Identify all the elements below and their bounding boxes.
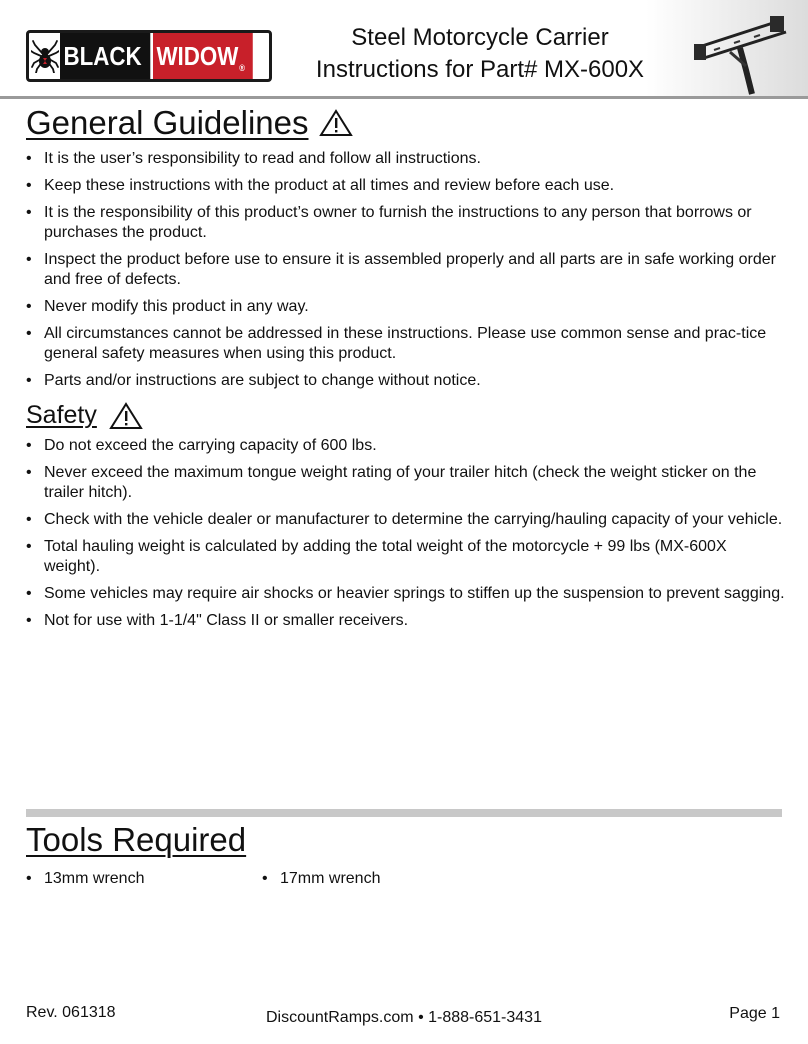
spider-icon: [29, 33, 60, 79]
motorcycle-carrier-image: [690, 10, 808, 96]
warning-icon: [319, 109, 353, 137]
logo-widow-word: WIDOW: [156, 40, 239, 71]
list-item: • It is the responsibility of this product’s owner to furnish the instructions to any person that borrows or purchases the product.: [26, 203, 786, 243]
list-item: • It is the user’s responsibility to read and follow all instructions.: [26, 149, 786, 169]
title-line-1: Steel Motorcycle Carrier: [351, 24, 609, 51]
warning-icon: [109, 402, 143, 430]
logo-widow-text: [153, 33, 253, 79]
list-item: • 17mm wrench: [262, 869, 380, 889]
list-item: • Never exceed the maximum tongue weight rating of your trailer hitch (check the weight sticker on the trailer hitch).: [26, 463, 786, 503]
revision-label: Rev. 061318: [26, 1004, 116, 1021]
page-header: [0, 0, 808, 98]
phone-number: 1-888-651-3431: [428, 1009, 542, 1026]
page-number: Page 1: [729, 1005, 780, 1022]
tools-required-title: Tools Required: [26, 821, 247, 858]
list-item: • Inspect the product before use to ensure it is assembled properly and all parts are in safe working order and free of defects.: [26, 250, 786, 290]
safety-title: Safety: [26, 401, 97, 429]
general-guidelines-heading: [26, 104, 353, 142]
list-item: • Keep these instructions with the product at all times and review before each use.: [26, 176, 786, 196]
website-text: DiscountRamps.com: [266, 1009, 414, 1026]
list-item: • Some vehicles may require air shocks or heavier springs to stiffen up the suspension to prevent sagging.: [26, 584, 786, 604]
list-item: • 13mm wrench: [26, 869, 144, 889]
footer-contact: [0, 1009, 808, 1027]
black-widow-logo: [26, 30, 272, 82]
list-item: • Check with the vehicle dealer or manufacturer to determine the carrying/hauling capacity of your vehicle.: [26, 510, 786, 530]
safety-heading: [26, 401, 143, 430]
tools-required-heading: [26, 821, 246, 859]
document-title: [300, 22, 660, 86]
logo-black-text: BLACK: [60, 33, 150, 79]
bullet-separator: •: [418, 1009, 429, 1026]
section-divider: [26, 809, 782, 817]
list-item: • All circumstances cannot be addressed in these instructions. Please use common sense and prac-tice general safety measures when using this product.: [26, 324, 786, 364]
registered-mark: ®: [239, 63, 246, 73]
list-item: • Parts and/or instructions are subject to change without notice.: [26, 371, 786, 391]
list-item: • Total hauling weight is calculated by adding the total weight of the motorcycle + 99 lbs (MX-600X weight).: [26, 537, 786, 577]
title-line-2: Instructions for Part# MX-600X: [315, 56, 645, 83]
list-item: • Do not exceed the carrying capacity of 600 lbs.: [26, 436, 786, 456]
safety-list: [26, 436, 786, 638]
list-item: • Not for use with 1-1/4" Class II or smaller receivers.: [26, 611, 786, 631]
general-guidelines-list: [26, 149, 786, 398]
list-item: • Never modify this product in any way.: [26, 297, 786, 317]
header-divider: [0, 96, 808, 99]
general-guidelines-title: General Guidelines: [26, 104, 309, 141]
